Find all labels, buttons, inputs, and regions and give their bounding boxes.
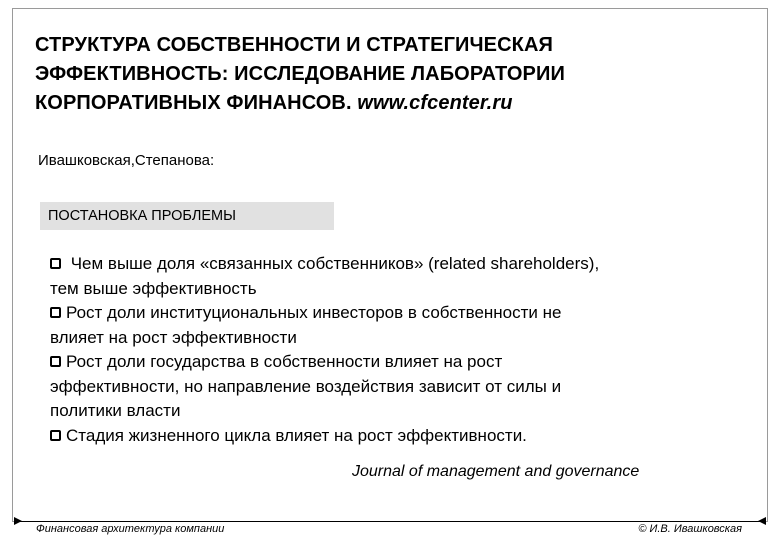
checkbox-icon xyxy=(50,307,61,318)
list-item xyxy=(50,350,740,424)
checkbox-icon xyxy=(50,258,61,269)
bullet-2-line-2: влияет на рост эффективности xyxy=(50,327,297,347)
journal-citation: Journal of management and governance xyxy=(352,463,640,480)
bullet-1-line-2: тем выше эффективность xyxy=(50,278,257,298)
bullet-3-line-1: Рост доли государства в собственности влияет на рост xyxy=(66,352,503,371)
title-line-3-text: КОРПОРАТИВНЫХ ФИНАНСОВ. xyxy=(35,92,352,114)
list-item xyxy=(50,301,740,350)
footer-copyright: © И.В. Ивашковская xyxy=(638,523,742,535)
checkbox-icon xyxy=(50,356,61,367)
list-item xyxy=(50,252,740,301)
list-item xyxy=(50,424,740,449)
title-line-2: ЭФФЕКТИВНОСТЬ: ИССЛЕДОВАНИЕ ЛАБОРАТОРИИ xyxy=(35,63,565,85)
bullet-3-line-2: эффективности, но направление воздействия зависит от силы и xyxy=(50,376,562,396)
bullet-4-line-1: Стадия жизненного цикла влияет на рост эффективности. xyxy=(66,425,527,445)
bullet-1-line-1: Чем выше доля «связанных собственников» (related shareholders), xyxy=(66,254,600,273)
title-line-3 xyxy=(35,89,735,118)
footer-course-name: Финансовая архитектура компании xyxy=(36,523,225,535)
footer-arrow-right-icon xyxy=(758,517,766,525)
bullet-3-line-3: политики власти xyxy=(50,401,181,420)
title-url: www.cfcenter.ru xyxy=(357,92,513,114)
footer-arrow-left-icon xyxy=(14,517,22,525)
bullet-list xyxy=(50,252,740,448)
title-line-1: СТРУКТУРА СОБСТВЕННОСТИ И СТРАТЕГИЧЕСКАЯ xyxy=(35,34,553,56)
section-label: ПОСТАНОВКА ПРОБЛЕМЫ xyxy=(48,208,236,224)
authors: Ивашковская,Степанова: xyxy=(38,152,215,169)
checkbox-icon xyxy=(50,430,61,441)
section-label-box xyxy=(40,202,334,230)
slide-title xyxy=(35,31,735,118)
bullet-2-line-1: Рост доли институциональных инвесторов в собственности не xyxy=(66,303,562,322)
